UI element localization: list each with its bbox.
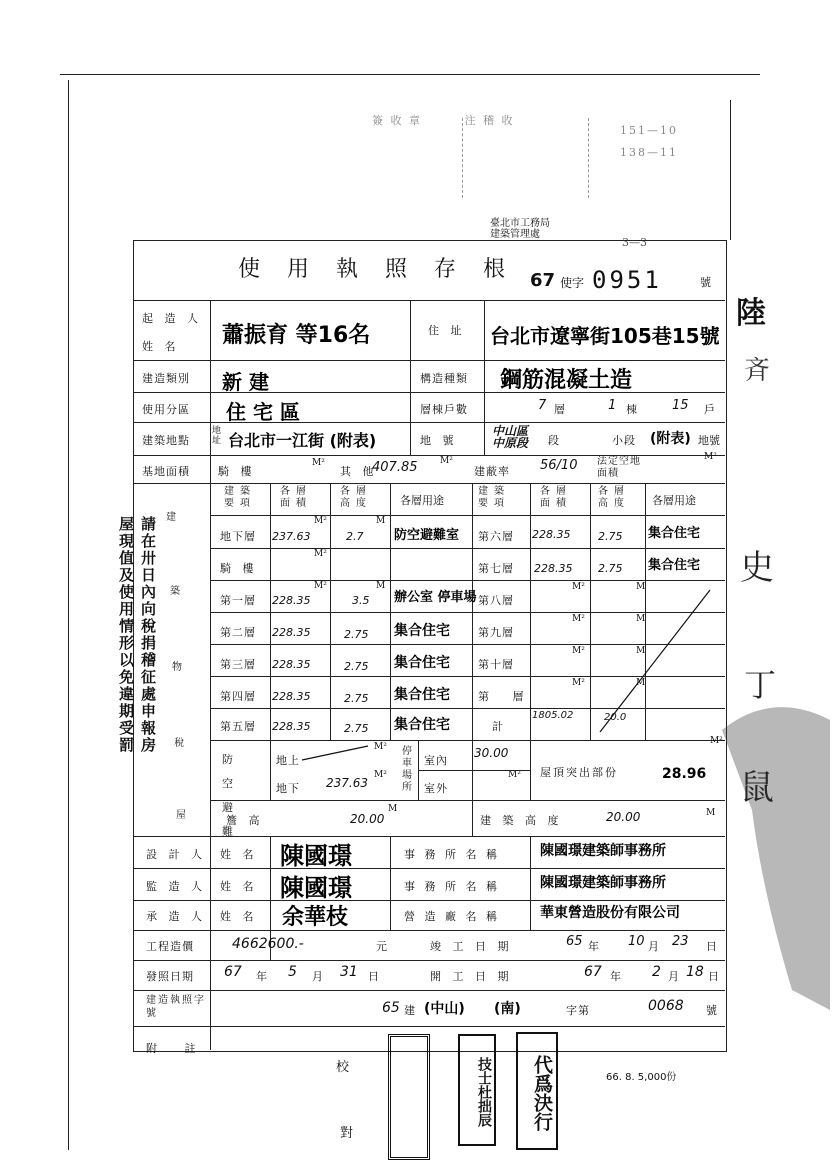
- label-eave: 簷 高: [226, 814, 264, 827]
- label-completion: 竣 工 日 期: [430, 940, 513, 953]
- label-floors-units: 層棟戶數: [420, 403, 468, 416]
- col-height-header-2: 各層高度: [598, 486, 630, 509]
- start-day: 18: [686, 964, 704, 980]
- scan-edge: [730, 100, 731, 240]
- label-start: 開 工 日 期: [430, 970, 513, 983]
- scan-edge: [68, 80, 69, 1150]
- label-contractor-firm: 營 造 廠 名 稱: [404, 910, 500, 923]
- strike-line: [300, 744, 370, 764]
- top-mark: 3—3: [622, 236, 647, 249]
- label-designer: 設 計 人: [146, 848, 206, 861]
- floor-label: 第 層: [478, 690, 534, 703]
- scan-edge: [60, 74, 760, 75]
- lot-note: (附表): [650, 431, 691, 447]
- label-other: 其 他: [340, 465, 378, 478]
- label-build-type: 建造類別: [142, 372, 190, 385]
- civil-below-area: 237.63: [326, 776, 368, 790]
- issue-day: 31: [340, 964, 358, 980]
- floor-label: 地下層: [220, 530, 256, 543]
- bleed-mark: 陸: [736, 296, 766, 331]
- label-structure: 構造種類: [420, 372, 468, 385]
- cost-value: 4662600.-: [232, 936, 304, 952]
- label-arcade: 騎 樓: [218, 465, 256, 478]
- total-area: 1805.02: [532, 710, 574, 721]
- bleed-mark: 丁: [744, 666, 777, 704]
- label-supervisor-name: 姓 名: [220, 880, 258, 893]
- label-civil-defense: 防 空 避 難: [222, 753, 245, 838]
- label-use-zone: 使用分區: [142, 403, 190, 416]
- floor-label: 第一層: [220, 594, 256, 607]
- completion-year: 65: [566, 934, 583, 949]
- floor-label: 第七層: [478, 562, 514, 575]
- household-count: 15: [672, 398, 689, 413]
- bleed-mark: 史: [740, 548, 774, 588]
- form-title: 使 用 執 照 存 根: [238, 257, 515, 282]
- label-above: 地上: [276, 754, 300, 767]
- floor-height: 2.75: [598, 530, 623, 543]
- total-height: 20.0: [604, 712, 627, 723]
- label-lot: 地 號: [420, 434, 458, 447]
- other-area: 407.85: [372, 460, 418, 475]
- supervisor-name: 陳國璟: [280, 874, 352, 902]
- col-items-header: 建築要項: [224, 486, 256, 509]
- floor-use: 辦公室 停車場: [394, 590, 477, 605]
- floor-height: 3.5: [352, 594, 370, 607]
- floor-height: 2.75: [344, 692, 369, 705]
- bldg-unit: 棟: [626, 403, 641, 416]
- margin-vertical-text: 屋 現 值 及 使 用 情 形 以 免 違 期 受 罰: [118, 515, 134, 754]
- label-contractor: 承 造 人: [146, 910, 206, 923]
- floor-label: 第十層: [478, 658, 514, 671]
- permit-number: 0951: [592, 266, 662, 294]
- total-label: 計: [492, 720, 507, 733]
- label-outdoor: 室外: [424, 782, 448, 795]
- label-builder: 起 造 人: [142, 312, 202, 325]
- label-address: 住 址: [428, 324, 466, 337]
- floor-height: 2.75: [344, 628, 369, 641]
- bleed-mark: 鼠: [740, 768, 774, 808]
- faint-divider: [462, 118, 463, 198]
- coverage-ratio: 56/10: [540, 458, 578, 473]
- designer-office: 陳國璟建築師事務所: [540, 843, 666, 859]
- supervisor-office: 陳國璟建築師事務所: [540, 875, 666, 891]
- roof-protrusion-area: 28.96: [662, 766, 707, 782]
- floor-count: 7: [538, 398, 547, 413]
- label-designer-name: 姓 名: [220, 848, 258, 861]
- label-legal-open: 法定空地面積: [597, 456, 641, 479]
- floor-area: 228.35: [272, 690, 311, 703]
- label-contractor-name: 姓 名: [220, 910, 258, 923]
- permit-year: 67: [530, 270, 556, 291]
- building-height: 20.00: [606, 810, 641, 824]
- floor-use: 集合住宅: [394, 687, 450, 703]
- examiner-seal: [388, 1034, 430, 1160]
- floor-use: 防空避難室: [394, 528, 460, 543]
- permit-year: 65: [382, 1000, 400, 1016]
- label-building-height: 建 築 高 度: [480, 814, 563, 827]
- col-items-header-2: 建築要項: [478, 486, 510, 509]
- issue-month: 5: [288, 964, 297, 980]
- contractor-firm: 華東營造股份有限公司: [540, 905, 680, 921]
- margin-vertical-text-2: 請 在 卅 日 內 向 稅 捐 稽 征 處 申 報 房: [140, 515, 156, 754]
- floor-height: 2.75: [344, 660, 369, 673]
- floor-height: 2.75: [344, 722, 369, 735]
- label-permit-no: 建造執照字號: [146, 995, 206, 1019]
- permit-suffix: 號: [700, 276, 711, 289]
- label-indoor: 室內: [424, 754, 448, 767]
- floor-height: 2.7: [346, 530, 364, 543]
- floor-area: 237.63: [272, 530, 311, 543]
- label-cost: 工程造價: [146, 940, 194, 953]
- label-roof-protrusion: 屋頂突出部份: [540, 766, 618, 779]
- structure: 鋼筋混凝土造: [500, 368, 633, 393]
- floor-label: 第九層: [478, 626, 514, 639]
- completion-month: 10: [628, 934, 645, 949]
- site-address: 台北市一江街 (附表): [228, 431, 377, 450]
- label-subsection: 小段: [612, 434, 636, 447]
- parking-indoor: 30.00: [474, 746, 509, 760]
- builder-address: 台北市遼寧街105巷15號: [490, 324, 720, 348]
- floor-label: 第四層: [220, 690, 256, 703]
- floor-height: 2.75: [598, 562, 623, 575]
- permit-prefix: 使字: [560, 276, 585, 290]
- use-zone: 住 宅 區: [226, 400, 300, 424]
- floor-area: 228.35: [532, 528, 571, 541]
- floor-use: 集合住宅: [394, 623, 450, 639]
- floor-use: 集合住宅: [648, 526, 701, 541]
- bleed-mark: 斉: [744, 356, 771, 386]
- small-seal-text: 臺北市工務局 建築管理處: [490, 218, 550, 240]
- start-month: 2: [652, 964, 661, 980]
- col-area-header: 各層面積: [280, 486, 312, 509]
- deputy-stamp: 代爲決行: [516, 1032, 558, 1150]
- floor-area: 228.35: [272, 626, 311, 639]
- floor-label: 第八層: [478, 594, 514, 607]
- label-name: 姓 名: [142, 340, 180, 353]
- label-site-sub: 地址: [212, 426, 222, 446]
- bleed-scribble: [722, 690, 830, 1010]
- label-issue: 發照日期: [146, 970, 194, 983]
- col-use-header-2: 各層用途: [652, 494, 696, 507]
- floor-label: 第三層: [220, 658, 256, 671]
- col-height-header: 各層高度: [340, 486, 372, 509]
- col-use-header: 各層用途: [400, 494, 444, 507]
- label-section: 段: [548, 434, 563, 447]
- strike-line: [590, 582, 725, 740]
- label-site: 建築地點: [142, 434, 190, 447]
- floor-label: 第五層: [220, 720, 256, 733]
- label-base-area: 基地面積: [142, 465, 190, 478]
- faint-stamp-text: 151—10: [620, 124, 678, 137]
- floor-use: 集合住宅: [648, 558, 701, 573]
- eave-height: 20.00: [350, 812, 385, 826]
- label-compare: 校: [336, 1060, 350, 1075]
- bldg-count: 1: [608, 398, 617, 413]
- build-type: 新 建: [222, 370, 269, 394]
- household-unit: 戶: [704, 403, 719, 416]
- permit-district: (中山): [424, 1001, 465, 1017]
- col-area-header-2: 各層面積: [540, 486, 572, 509]
- floor-area: 228.35: [534, 562, 573, 575]
- floor-use: 集合住宅: [394, 655, 450, 671]
- label-coverage: 建蔽率: [474, 465, 510, 478]
- start-year: 67: [584, 964, 602, 980]
- faint-stamp-text: 138—11: [620, 146, 678, 159]
- floor-area: 228.35: [272, 658, 311, 671]
- label-check: 對: [340, 1126, 354, 1141]
- floor-area: 228.35: [272, 720, 311, 733]
- floor-label: 第二層: [220, 626, 256, 639]
- chief-stamp: 技士杜拙辰: [458, 1034, 496, 1146]
- permit-number-value: 0068: [648, 998, 684, 1014]
- label-supervisor-office: 事 務 所 名 稱: [404, 880, 500, 893]
- label-supervisor: 監 造 人: [146, 880, 206, 893]
- label-parking: 停車場所: [402, 746, 412, 793]
- contractor-name: 余華枝: [282, 905, 349, 930]
- label-yuan: 元: [376, 940, 391, 953]
- floor-label: 騎 樓: [220, 562, 258, 575]
- permit-area: (南): [494, 1001, 521, 1017]
- floor-area: 228.35: [272, 594, 311, 607]
- floor-label: 第六層: [478, 530, 514, 543]
- designer-name: 陳國璟: [280, 842, 352, 870]
- floor-use: 集合住宅: [394, 717, 450, 733]
- issue-year: 67: [224, 964, 242, 980]
- faint-divider: [588, 118, 589, 198]
- builder-name: 蕭振育 等16名: [222, 323, 371, 348]
- label-designer-office: 事 務 所 名 稱: [404, 848, 500, 861]
- completion-day: 23: [672, 934, 689, 949]
- lot-area: 中山區 中原段: [492, 424, 529, 450]
- footer-print: 66. 8. 5,000份: [606, 1072, 677, 1083]
- label-lot-suffix: 地號: [698, 434, 720, 447]
- floor-unit: 層: [554, 403, 569, 416]
- label-remarks: 附 註: [146, 1042, 208, 1055]
- label-below: 地下: [276, 782, 300, 795]
- faint-stamp-text: 簽 收 章 注 稽 收: [372, 114, 515, 127]
